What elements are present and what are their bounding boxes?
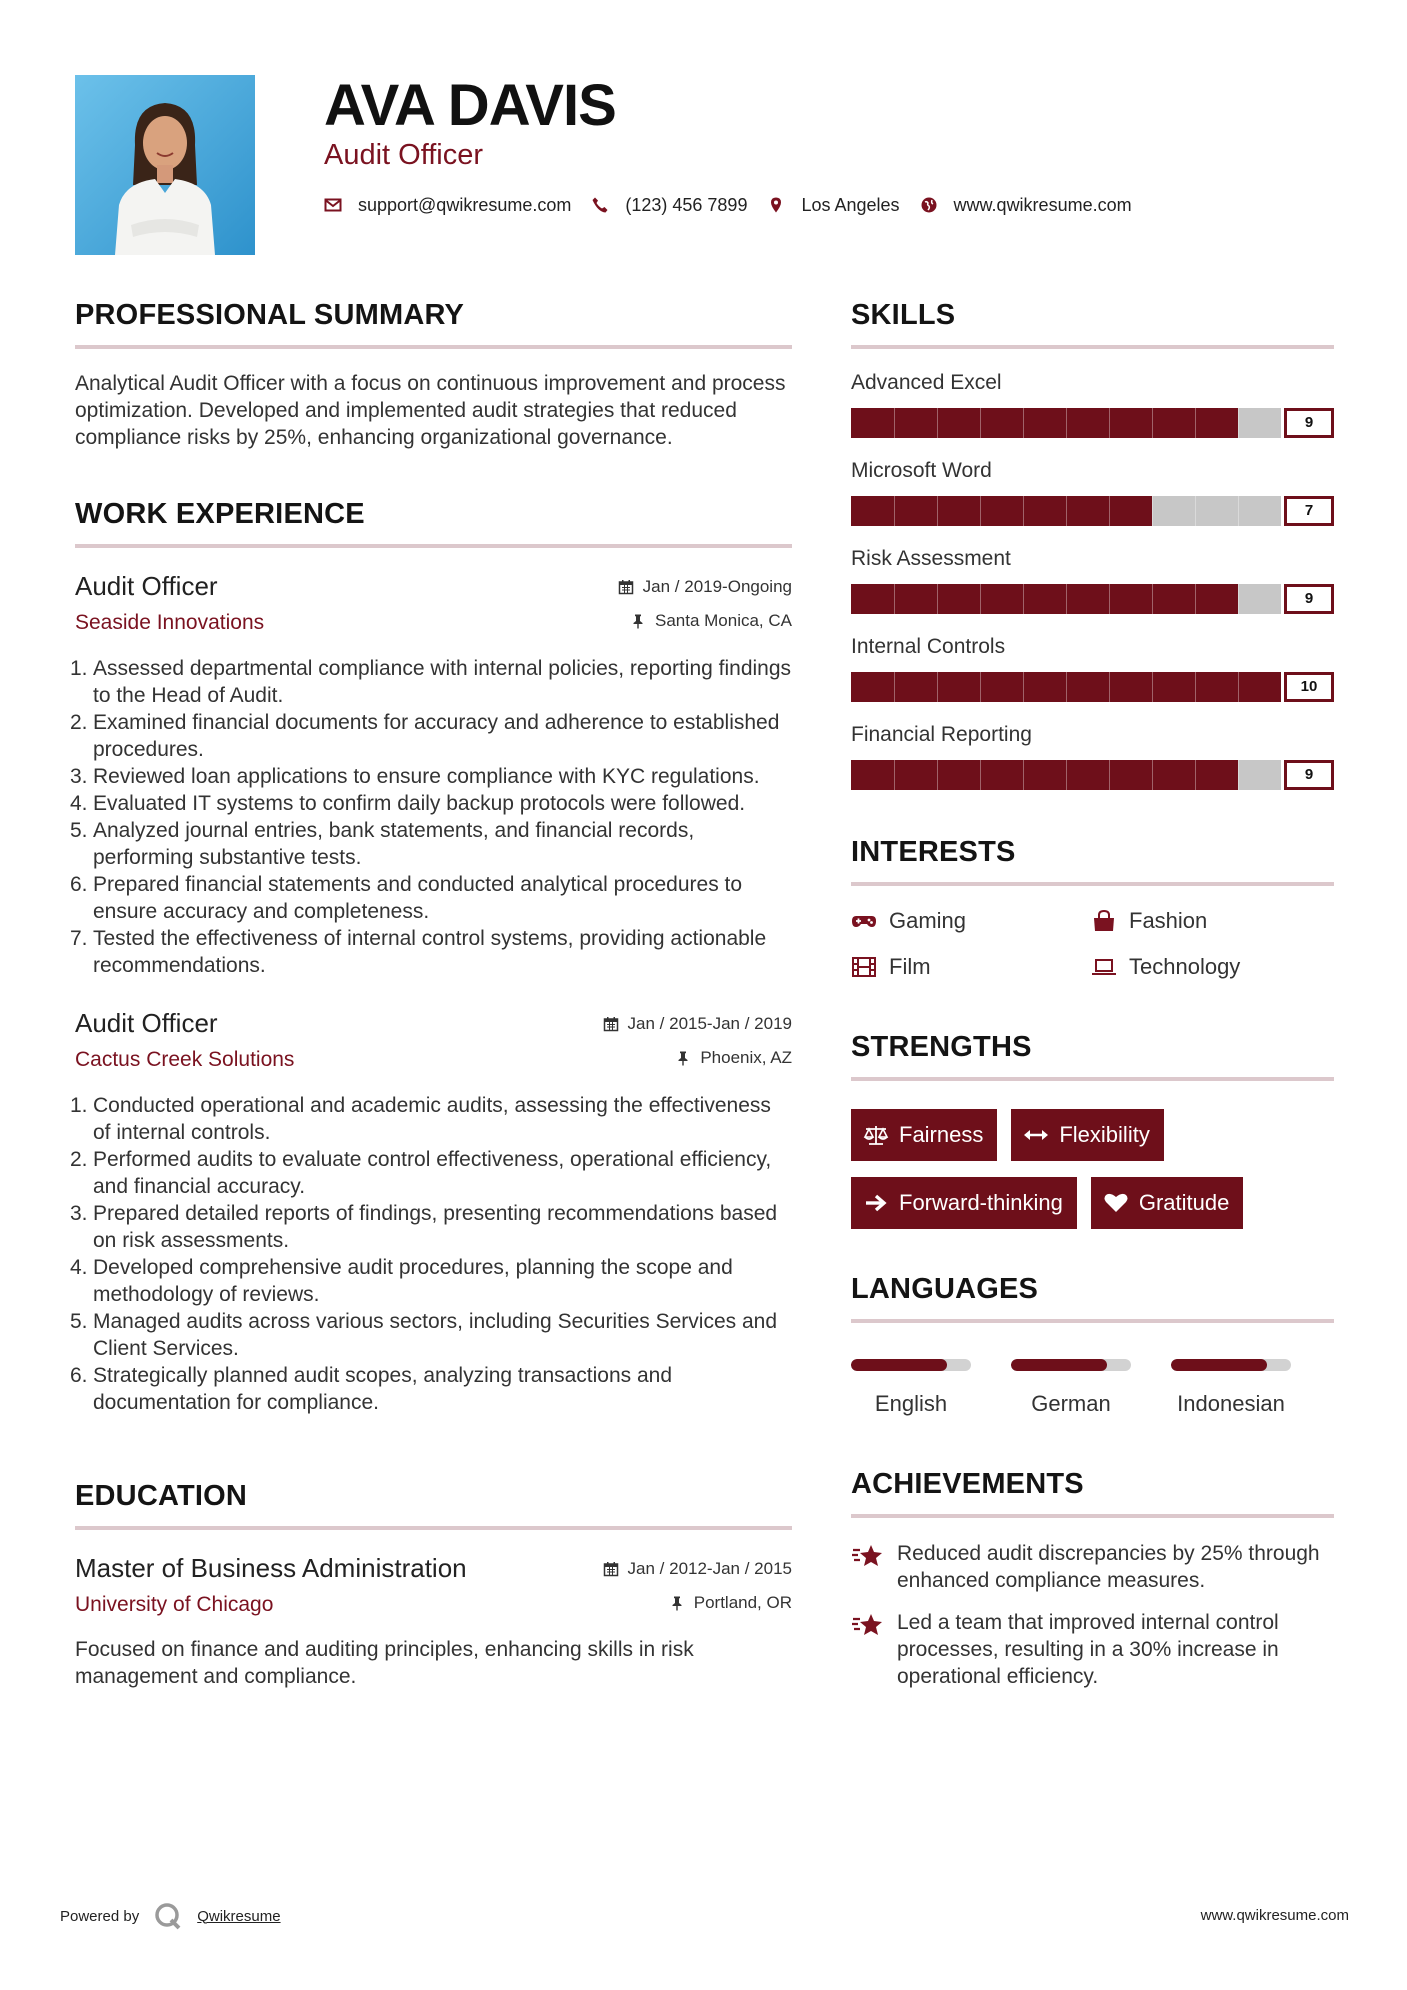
skill-segment-divider xyxy=(1238,496,1239,526)
skill-segment-divider xyxy=(1023,584,1024,614)
skill-name: Advanced Excel xyxy=(851,371,1002,394)
interest-item xyxy=(851,954,1091,980)
bullet-text: Prepared financial statements and conducted analytical procedures to ensure accuracy and completeness. xyxy=(93,873,743,923)
section-divider xyxy=(75,544,792,548)
star-achievement-icon xyxy=(851,1611,885,1639)
skill-item xyxy=(851,370,1334,438)
skill-segment-divider xyxy=(1066,672,1067,702)
education-section xyxy=(75,1477,792,1690)
skill-segment-divider xyxy=(1195,760,1196,790)
calendar-icon xyxy=(603,1016,619,1032)
footer-website[interactable]: www.qwikresume.com xyxy=(1200,1907,1349,1924)
qwikresume-link[interactable]: Qwikresume xyxy=(197,1907,281,1925)
interest-label: Technology xyxy=(1129,954,1241,979)
strength-label: Gratitude xyxy=(1138,1190,1230,1215)
job-title: Audit Officer xyxy=(75,1008,218,1038)
section-title-achievements: ACHIEVEMENTS xyxy=(851,1468,1084,1500)
languages-section xyxy=(851,1270,1334,1417)
section-divider xyxy=(851,882,1334,886)
skill-fill xyxy=(851,760,1238,790)
contact-website-text: www.qwikresume.com xyxy=(953,194,1132,215)
education-dates xyxy=(603,1559,792,1579)
calendar-icon xyxy=(618,579,634,595)
bullet-text: Reviewed loan applications to ensure compliance with KYC regulations. xyxy=(93,765,760,788)
pushpin-icon xyxy=(630,613,646,629)
education-entry xyxy=(75,1553,792,1690)
bullet-number: 4. xyxy=(70,792,88,815)
job-location-text: Phoenix, AZ xyxy=(700,1048,792,1067)
job-dates-text: Jan / 2019-Ongoing xyxy=(642,577,792,596)
skill-segment-divider xyxy=(1152,760,1153,790)
skill-name: Risk Assessment xyxy=(851,547,1011,570)
skill-segment-divider xyxy=(937,760,938,790)
section-title-skills: SKILLS xyxy=(851,299,956,331)
contact-location-text: Los Angeles xyxy=(801,194,900,215)
powered-by-label: Powered by xyxy=(60,1907,140,1925)
calendar-icon xyxy=(603,1561,619,1577)
section-title-summary: PROFESSIONAL SUMMARY xyxy=(75,299,465,331)
skill-track xyxy=(851,672,1281,702)
globe-icon xyxy=(920,196,938,214)
section-divider xyxy=(851,1514,1334,1518)
interest-item xyxy=(1091,954,1331,980)
skill-segment-divider xyxy=(1195,408,1196,438)
language-bar xyxy=(851,1359,971,1371)
education-location-text: Portland, OR xyxy=(693,1593,792,1612)
skill-segment-divider xyxy=(1023,496,1024,526)
balance-scale-icon xyxy=(863,1124,889,1146)
bullet-text: Tested the effectiveness of internal control systems, providing actionable recommendations. xyxy=(93,927,767,977)
bullet-number: 6. xyxy=(70,873,88,896)
interest-label: Film xyxy=(889,954,931,979)
bullet-text: Performed audits to evaluate control effectiveness, operational efficiency, and financial accuracy. xyxy=(93,1148,772,1198)
skill-segment-divider xyxy=(1152,672,1153,702)
skill-segment-divider xyxy=(937,672,938,702)
skill-bar xyxy=(851,496,1334,526)
job-company: Cactus Creek Solutions xyxy=(75,1048,295,1071)
skill-segment-divider xyxy=(1238,408,1239,438)
bullet-text: Analyzed journal entries, bank statements, and financial records, performing substantive tests. xyxy=(93,819,695,869)
interest-label: Fashion xyxy=(1129,908,1208,933)
contact-email-text: support@qwikresume.com xyxy=(358,194,572,215)
skill-segment-divider xyxy=(980,760,981,790)
achievement-item xyxy=(851,1540,1334,1594)
skill-segment-divider xyxy=(980,408,981,438)
skill-segment-divider xyxy=(1023,760,1024,790)
bullet-number: 3. xyxy=(70,1202,88,1225)
job-bullet xyxy=(70,1308,792,1362)
bullet-number: 4. xyxy=(70,1256,88,1279)
phone-icon xyxy=(591,196,609,214)
skill-fill xyxy=(851,584,1238,614)
skill-segment-divider xyxy=(1066,760,1067,790)
job-location-text: Santa Monica, CA xyxy=(654,611,792,630)
star-achievement-icon xyxy=(851,1542,885,1570)
bullet-number: 3. xyxy=(70,765,88,788)
bullet-number: 5. xyxy=(70,819,88,842)
strength-label: Forward-thinking xyxy=(899,1190,1063,1215)
language-item xyxy=(1171,1359,1291,1417)
section-title-experience: WORK EXPERIENCE xyxy=(75,498,365,530)
skill-level: 10 xyxy=(1284,672,1334,702)
job-bullet xyxy=(70,655,792,709)
job-bullet xyxy=(70,1146,792,1200)
skill-segment-divider xyxy=(1152,496,1153,526)
map-pin-icon xyxy=(767,196,785,214)
strength-badge xyxy=(1011,1109,1163,1161)
language-fill xyxy=(1011,1359,1107,1371)
section-title-strengths: STRENGTHS xyxy=(851,1031,1032,1063)
gamepad-icon xyxy=(851,910,877,932)
bullet-text: Prepared detailed reports of findings, presenting recommendations based on risk assessments. xyxy=(93,1202,778,1252)
language-bar xyxy=(1171,1359,1291,1371)
job-header xyxy=(75,1008,792,1039)
job-entry xyxy=(70,571,792,979)
bullet-number: 2. xyxy=(70,711,88,734)
contact-bar xyxy=(324,192,1152,218)
bullet-text: Strategically planned audit scopes, analyzing transactions and documentation for compliance. xyxy=(93,1364,673,1414)
bullet-text: Assessed departmental compliance with internal policies, reporting findings to the Head of Audit. xyxy=(93,657,792,707)
skill-item xyxy=(851,458,1334,526)
education-degree: Master of Business Administration xyxy=(75,1553,467,1583)
skill-segment-divider xyxy=(937,408,938,438)
job-bullet xyxy=(70,790,792,817)
job-subheader xyxy=(75,1048,792,1072)
skill-segment-divider xyxy=(894,408,895,438)
skills-section xyxy=(851,296,1334,790)
bullet-text: Managed audits across various sectors, including Securities Services and Client Services. xyxy=(93,1310,778,1360)
section-divider xyxy=(75,1526,792,1530)
job-subheader xyxy=(75,611,792,635)
strength-badge xyxy=(851,1177,1077,1229)
skill-segment-divider xyxy=(1023,408,1024,438)
skill-level: 9 xyxy=(1284,408,1334,438)
achievement-text: Reduced audit discrepancies by 25% through enhanced compliance measures. xyxy=(897,1542,1320,1592)
skill-segment-divider xyxy=(1152,408,1153,438)
skill-segment-divider xyxy=(1066,584,1067,614)
job-location xyxy=(675,1048,792,1068)
skill-segment-divider xyxy=(894,760,895,790)
skill-track xyxy=(851,584,1281,614)
language-fill xyxy=(1171,1359,1267,1371)
skill-item xyxy=(851,546,1334,614)
skill-segment-divider xyxy=(1109,760,1110,790)
section-title-languages: LANGUAGES xyxy=(851,1273,1039,1305)
section-title-interests: INTERESTS xyxy=(851,836,1016,868)
job-bullet-list xyxy=(70,655,792,979)
section-divider xyxy=(75,345,792,349)
skill-segment-divider xyxy=(894,584,895,614)
interests-section xyxy=(851,833,1334,980)
skill-track xyxy=(851,496,1281,526)
skill-bar xyxy=(851,584,1334,614)
skill-bar xyxy=(851,672,1334,702)
envelope-icon xyxy=(324,196,342,214)
interest-item xyxy=(851,908,1091,934)
skill-name: Internal Controls xyxy=(851,635,1006,658)
skill-segment-divider xyxy=(1195,496,1196,526)
job-bullet xyxy=(70,1254,792,1308)
job-bullet xyxy=(70,1092,792,1146)
film-icon xyxy=(851,956,877,978)
section-divider xyxy=(851,1077,1334,1081)
contact-phone[interactable] xyxy=(591,195,747,216)
job-company: Seaside Innovations xyxy=(75,611,265,634)
strength-label: Flexibility xyxy=(1059,1122,1150,1147)
education-location xyxy=(669,1593,792,1613)
heart-icon xyxy=(1103,1192,1129,1214)
bullet-number: 2. xyxy=(70,1148,88,1171)
arrow-right-icon xyxy=(863,1192,889,1214)
skill-segment-divider xyxy=(1109,408,1110,438)
skill-segment-divider xyxy=(937,496,938,526)
skill-segment-divider xyxy=(1066,496,1067,526)
profile-photo xyxy=(75,75,255,255)
skill-level: 9 xyxy=(1284,760,1334,790)
bullet-number: 7. xyxy=(70,927,88,950)
skill-segment-divider xyxy=(1023,672,1024,702)
interest-label: Gaming xyxy=(889,908,967,933)
skill-segment-divider xyxy=(980,496,981,526)
skill-segment-divider xyxy=(980,584,981,614)
skill-name: Microsoft Word xyxy=(851,459,992,482)
skill-segment-divider xyxy=(1066,408,1067,438)
strength-badge xyxy=(851,1109,997,1161)
bullet-text: Conducted operational and academic audits, assessing the effectiveness of internal controls. xyxy=(93,1094,771,1144)
job-entry xyxy=(70,1008,792,1416)
achievement-item xyxy=(851,1609,1334,1690)
skill-fill xyxy=(851,408,1238,438)
skill-segment-divider xyxy=(1238,584,1239,614)
skill-segment-divider xyxy=(1152,584,1153,614)
skill-segment-divider xyxy=(1195,672,1196,702)
laptop-icon xyxy=(1091,956,1117,978)
language-bar xyxy=(1011,1359,1131,1371)
skill-item xyxy=(851,634,1334,702)
bullet-text: Developed comprehensive audit procedures, planning the scope and methodology of reviews. xyxy=(93,1256,733,1306)
contact-location xyxy=(767,195,899,216)
job-title: Audit Officer xyxy=(75,571,218,601)
bullet-text: Examined financial documents for accuracy and adherence to established procedures. xyxy=(93,711,780,761)
skill-segment-divider xyxy=(1238,760,1239,790)
skill-name: Financial Reporting xyxy=(851,723,1032,746)
bullet-text: Evaluated IT systems to confirm daily backup protocols were followed. xyxy=(93,792,746,815)
language-fill xyxy=(851,1359,947,1371)
strength-label: Fairness xyxy=(899,1122,984,1147)
skill-segment-divider xyxy=(1109,584,1110,614)
experience-section xyxy=(70,495,792,1416)
left-column xyxy=(70,296,792,1690)
bullet-number: 1. xyxy=(70,657,88,680)
contact-phone-text: (123) 456 7899 xyxy=(625,194,748,215)
pushpin-icon xyxy=(669,1595,685,1611)
skill-track xyxy=(851,760,1281,790)
job-header xyxy=(75,571,792,602)
section-divider xyxy=(851,345,1334,349)
job-location xyxy=(630,611,792,631)
summary-text: Analytical Audit Officer with a focus on continuous improvement and process optimization. Developed and implemented audit strategies that reduced compliance risks by 25%, enhancing organizational governance. xyxy=(75,372,786,449)
section-title-education: EDUCATION xyxy=(75,1480,248,1512)
skill-track xyxy=(851,408,1281,438)
summary-section xyxy=(75,296,792,451)
language-name: English xyxy=(874,1391,948,1416)
bullet-number: 5. xyxy=(70,1310,88,1333)
skill-item xyxy=(851,722,1334,790)
language-name: Indonesian xyxy=(1177,1391,1285,1416)
section-divider xyxy=(851,1319,1334,1323)
language-item xyxy=(1011,1359,1131,1417)
shopping-bag-icon xyxy=(1091,910,1117,932)
achievement-text: Led a team that improved internal control processes, resulting in a 30% increase in operational efficiency. xyxy=(897,1611,1279,1688)
job-bullet xyxy=(70,925,792,979)
skill-level: 7 xyxy=(1284,496,1334,526)
skill-fill xyxy=(851,496,1152,526)
skill-level: 9 xyxy=(1284,584,1334,614)
candidate-title: Audit Officer xyxy=(324,139,484,171)
strengths-section xyxy=(851,1028,1334,1229)
education-description: Focused on finance and auditing principles, enhancing skills in risk management and compliance. xyxy=(75,1638,694,1688)
bullet-number: 6. xyxy=(70,1364,88,1387)
skill-segment-divider xyxy=(894,496,895,526)
contact-website[interactable] xyxy=(920,195,1132,216)
language-item xyxy=(851,1359,971,1417)
education-dates-text: Jan / 2012-Jan / 2015 xyxy=(627,1559,792,1578)
double-arrow-icon xyxy=(1023,1124,1049,1146)
skill-segment-divider xyxy=(980,672,981,702)
skill-segment-divider xyxy=(1109,672,1110,702)
job-dates-text: Jan / 2015-Jan / 2019 xyxy=(627,1014,792,1033)
job-bullet xyxy=(70,817,792,871)
right-column xyxy=(851,296,1334,1690)
skill-segment-divider xyxy=(1238,672,1239,702)
contact-email[interactable] xyxy=(324,195,571,216)
interest-item xyxy=(1091,908,1331,934)
skill-bar xyxy=(851,408,1334,438)
skill-segment-divider xyxy=(1195,584,1196,614)
bullet-number: 1. xyxy=(70,1094,88,1117)
pushpin-icon xyxy=(675,1050,691,1066)
job-dates xyxy=(603,1014,792,1034)
job-bullet xyxy=(70,1200,792,1254)
skill-bar xyxy=(851,760,1334,790)
job-bullet xyxy=(70,709,792,763)
strength-badge xyxy=(1091,1177,1244,1229)
job-bullet xyxy=(70,1362,792,1416)
qwikresume-logo-icon xyxy=(153,1901,183,1931)
achievements-section xyxy=(851,1465,1334,1690)
skill-segment-divider xyxy=(937,584,938,614)
job-dates xyxy=(618,577,792,597)
job-bullet xyxy=(70,871,792,925)
job-bullet xyxy=(70,763,792,790)
language-name: German xyxy=(1031,1391,1111,1416)
candidate-name: AVA DAVIS xyxy=(324,73,616,138)
education-school: University of Chicago xyxy=(75,1593,274,1616)
skill-segment-divider xyxy=(894,672,895,702)
footer-powered-by xyxy=(60,1901,281,1931)
skill-segment-divider xyxy=(1109,496,1110,526)
job-bullet-list xyxy=(70,1092,792,1416)
